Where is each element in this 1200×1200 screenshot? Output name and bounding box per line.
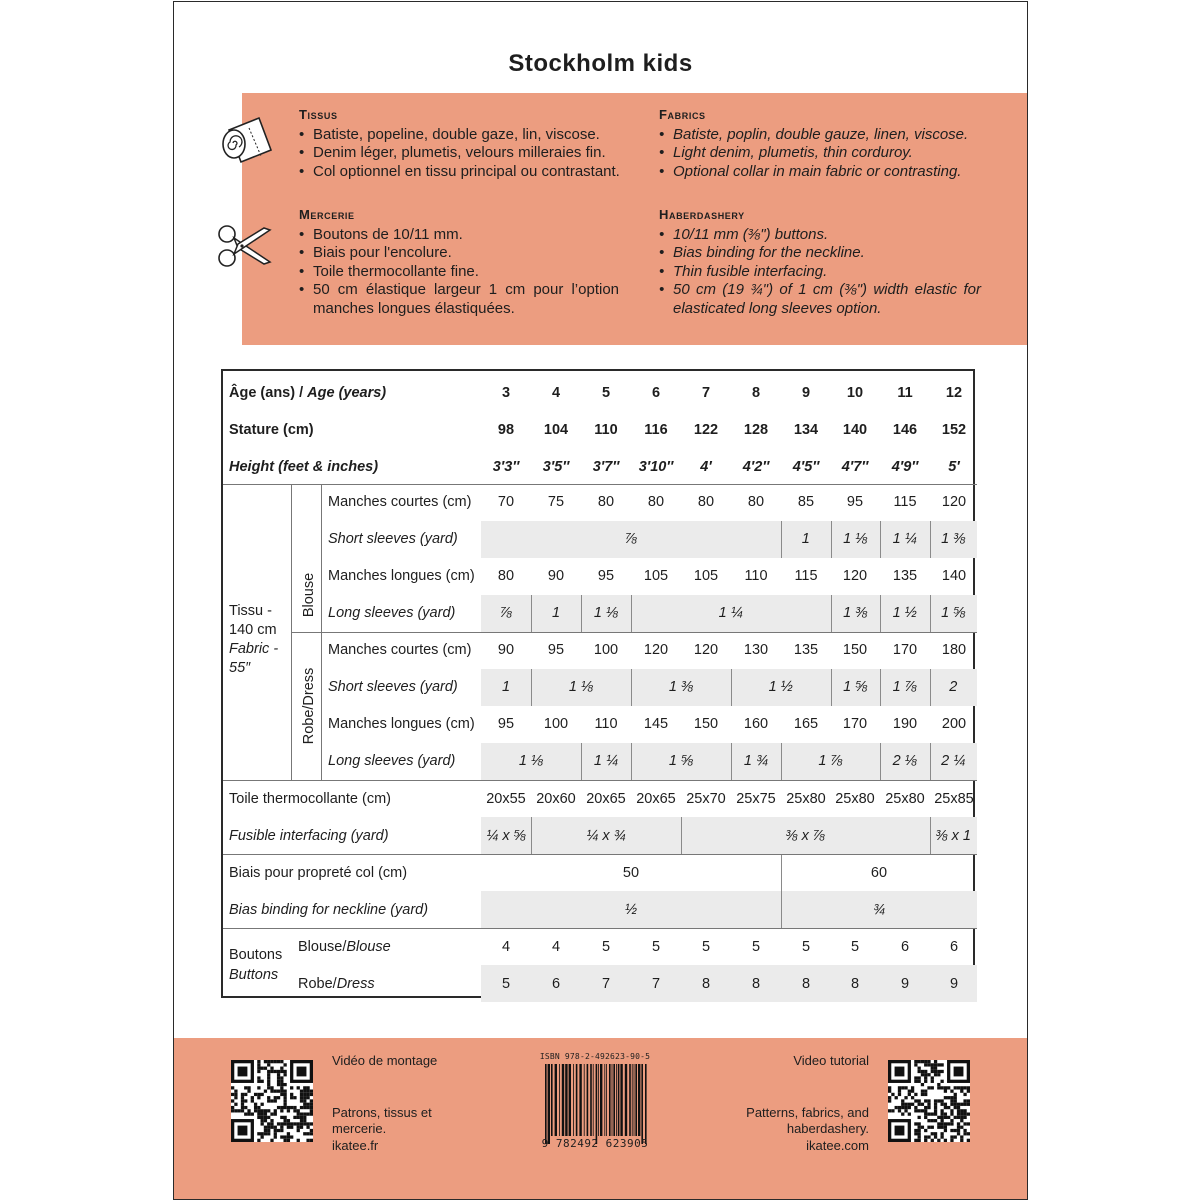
tissu-label-line: Fabric - xyxy=(229,641,279,657)
tissu-label xyxy=(229,602,278,678)
table-cell: 3′10″ xyxy=(638,459,674,475)
group-divider xyxy=(581,743,582,780)
group-divider xyxy=(531,817,532,854)
table-cell: 110 xyxy=(744,568,768,584)
table-cell: ⅜ x ⅞ xyxy=(785,828,825,844)
table-cell: 1 ½ xyxy=(768,679,793,695)
table-cell: 152 xyxy=(941,422,967,438)
table-cell: 145 xyxy=(643,716,669,732)
shop-text-en xyxy=(746,1105,869,1154)
table-cell: 165 xyxy=(793,716,819,732)
table-cell: 135 xyxy=(793,642,819,658)
table-cell: 122 xyxy=(693,422,719,438)
table-cell: 1 ⅜ xyxy=(843,605,868,621)
col-divider xyxy=(291,484,292,780)
list-item: • Biais pour l'encolure. xyxy=(299,244,619,263)
table-cell: 5 xyxy=(751,939,761,955)
table-cell: 1 ¾ xyxy=(743,753,769,769)
table-cell: 3′3″ xyxy=(492,459,520,475)
table-cell: 6 xyxy=(551,976,561,992)
group-divider xyxy=(531,669,532,706)
row-divider xyxy=(291,632,977,633)
row-divider xyxy=(223,928,977,929)
table-cell: 25x75 xyxy=(736,791,776,807)
row-label: Short sleeves (yard) xyxy=(328,531,458,547)
group-divider xyxy=(531,595,532,632)
table-cell: 115 xyxy=(893,494,917,510)
table-cell: 25x80 xyxy=(786,791,826,807)
group-divider xyxy=(731,669,732,706)
group-divider xyxy=(781,521,782,558)
row-label: Manches courtes (cm) xyxy=(328,642,472,658)
table-cell: 170 xyxy=(842,716,868,732)
table-cell: 134 xyxy=(793,422,819,438)
table-cell: 1 xyxy=(501,679,511,695)
video-tutorial-en: Video tutorial xyxy=(793,1053,869,1068)
row-label: Short sleeves (yard) xyxy=(328,679,458,695)
table-cell: 20x65 xyxy=(586,791,626,807)
table-cell: ¼ x ⅝ xyxy=(486,828,526,844)
col-divider xyxy=(321,484,322,780)
group-divider xyxy=(880,743,881,780)
table-cell: 6 xyxy=(651,385,661,401)
table-cell: 170 xyxy=(892,642,918,658)
table-cell: 9 xyxy=(801,385,811,401)
table-cell: 12 xyxy=(945,385,963,401)
table-cell: 6 xyxy=(949,939,959,955)
scissors-icon xyxy=(216,222,274,270)
table-cell: 8 xyxy=(751,385,761,401)
table-cell: 190 xyxy=(892,716,918,732)
group-divider xyxy=(880,521,881,558)
table-cell: 7 xyxy=(651,976,661,992)
table-cell: 6 xyxy=(900,939,910,955)
table-cell: 3 xyxy=(501,385,511,401)
table-cell: 5 xyxy=(601,939,611,955)
table-cell: 8 xyxy=(751,976,761,992)
table-cell: 100 xyxy=(543,716,569,732)
row-divider xyxy=(223,780,977,781)
table-cell: 1 ⅛ xyxy=(843,531,868,547)
barcode-digits: 9 782492 623905 xyxy=(541,1137,649,1150)
video-tutorial-fr: Vidéo de montage xyxy=(332,1053,438,1068)
list-item: • Denim léger, plumetis, velours milleraies fin. xyxy=(299,144,629,163)
website-link-fr[interactable]: ikatee.fr xyxy=(332,1137,379,1153)
row-label: Manches courtes (cm) xyxy=(328,494,472,510)
list-item: • Col optionnel en tissu principal ou contrastant. xyxy=(299,163,629,182)
row-label: Manches longues (cm) xyxy=(328,568,475,584)
table-cell: 5 xyxy=(601,385,611,401)
group-divider xyxy=(631,595,632,632)
buttons-label-fr: Boutons xyxy=(229,947,283,963)
pattern-back-cover xyxy=(173,1,1028,1200)
list-item: • Toile thermocollante fine. xyxy=(299,263,619,282)
list-item: • Light denim, plumetis, thin corduroy. xyxy=(659,144,989,163)
group-divider xyxy=(631,669,632,706)
table-cell: 80 xyxy=(497,568,515,584)
table-cell: 25x80 xyxy=(835,791,875,807)
table-cell: 25x70 xyxy=(686,791,726,807)
group-divider xyxy=(880,669,881,706)
shop-line: Patrons, tissus et xyxy=(332,1105,432,1120)
buttons-row-label xyxy=(298,976,375,992)
table-cell: 95 xyxy=(846,494,864,510)
table-cell: 5 xyxy=(651,939,661,955)
table-cell: 150 xyxy=(693,716,719,732)
table-cell: 140 xyxy=(941,568,967,584)
table-cell: 160 xyxy=(743,716,769,732)
table-cell: 5 xyxy=(801,939,811,955)
table-cell: 80 xyxy=(597,494,615,510)
table-cell: 85 xyxy=(797,494,815,510)
table-cell: 1 ⅛ xyxy=(518,753,544,769)
table-cell: 4 xyxy=(551,939,561,955)
tissus-heading: Tissus xyxy=(299,107,338,122)
fabrics-section xyxy=(659,106,989,181)
fabric-roll-icon xyxy=(219,114,275,166)
label-fr: Robe/ xyxy=(298,976,337,992)
group-divider xyxy=(781,743,782,780)
label-en: Blouse xyxy=(346,939,391,955)
buttons-label-en: Buttons xyxy=(229,967,279,983)
group-divider xyxy=(681,817,682,854)
group-divider xyxy=(930,817,931,854)
group-divider xyxy=(831,669,832,706)
label-en: Dress xyxy=(336,976,375,992)
table-cell: 128 xyxy=(743,422,769,438)
table-cell: 1 ⅝ xyxy=(843,679,868,695)
table-cell: 200 xyxy=(941,716,967,732)
table-cell: 11 xyxy=(897,385,913,401)
table-cell: 1 ¼ xyxy=(718,605,743,621)
table-cell: ¾ xyxy=(872,902,886,918)
table-cell: 7 xyxy=(701,385,711,401)
stature-label: Stature (cm) xyxy=(229,422,314,438)
table-cell: 80 xyxy=(647,494,665,510)
table-cell: 3′7″ xyxy=(592,459,620,475)
dress-label: Robe/Dress xyxy=(301,667,317,745)
table-cell: 1 xyxy=(801,531,810,547)
buttons-row-label xyxy=(298,939,391,955)
group-divider xyxy=(930,669,931,706)
tissus-section xyxy=(299,106,629,181)
height-label: Height (feet & inches) xyxy=(229,459,379,475)
group-divider xyxy=(831,595,832,632)
row-label: Long sleeves (yard) xyxy=(328,605,456,621)
group-divider xyxy=(930,743,931,780)
table-cell: ⅜ x 1 xyxy=(935,828,971,844)
age-label-en: Age (years) xyxy=(307,385,387,401)
table-cell: 4′5″ xyxy=(792,459,820,475)
table-cell: 4 xyxy=(501,939,511,955)
list-item: • Thin fusible interfacing. xyxy=(659,263,981,282)
table-cell: 70 xyxy=(497,494,515,510)
table-cell: 104 xyxy=(543,422,569,438)
group-divider xyxy=(631,743,632,780)
table-cell: 130 xyxy=(743,642,769,658)
group-divider xyxy=(880,595,881,632)
table-cell: 100 xyxy=(593,642,619,658)
row-label: Bias binding for neckline (yard) xyxy=(229,902,429,918)
table-cell: 1 ⅜ xyxy=(668,679,694,695)
table-cell: 3′5″ xyxy=(542,459,570,475)
age-label xyxy=(229,385,386,401)
list-item: • Batiste, popeline, double gaze, lin, viscose. xyxy=(299,126,629,145)
table-cell: 135 xyxy=(892,568,918,584)
table-cell: 95 xyxy=(497,716,515,732)
table-cell: 2 xyxy=(949,679,958,695)
table-cell: 1 ⅜ xyxy=(941,531,966,547)
table-cell: 105 xyxy=(693,568,719,584)
mercerie-heading: Mercerie xyxy=(299,207,355,222)
table-cell: 90 xyxy=(547,568,565,584)
shop-text-fr xyxy=(332,1105,432,1154)
table-cell: ¼ x ¾ xyxy=(586,828,626,844)
group-divider xyxy=(731,743,732,780)
barcode-icon xyxy=(539,1052,651,1154)
table-cell: 8 xyxy=(701,976,711,992)
table-cell: 9 xyxy=(900,976,910,992)
table-cell: 8 xyxy=(850,976,860,992)
table-cell: 120 xyxy=(842,568,868,584)
table-cell: 116 xyxy=(644,422,668,438)
age-label-fr: Âge (ans) / xyxy=(229,385,308,401)
table-cell: 95 xyxy=(547,642,565,658)
table-cell: 20x60 xyxy=(536,791,576,807)
table-cell: 1 xyxy=(551,605,561,621)
list-item: • Boutons de 10/11 mm. xyxy=(299,226,619,245)
row-divider xyxy=(223,854,977,855)
list-item: • Optional collar in main fabric or contrasting. xyxy=(659,163,989,182)
blouse-label: Blouse xyxy=(301,572,317,618)
table-cell: 9 xyxy=(949,976,959,992)
mercerie-section xyxy=(299,206,619,319)
table-cell: 75 xyxy=(547,494,565,510)
table-cell: 10 xyxy=(846,385,864,401)
table-cell: 7 xyxy=(601,976,611,992)
table-cell: 1 ⅞ xyxy=(818,753,843,769)
tissu-label-line: 140 cm xyxy=(229,622,277,638)
row-divider xyxy=(223,484,977,485)
shop-line: Patterns, fabrics, and xyxy=(746,1105,869,1120)
list-item: • 50 cm (19 ¾") of 1 cm (⅜") width elastic for elasticated long sleeves option. xyxy=(659,281,981,318)
label-fr: Blouse/ xyxy=(298,939,347,955)
haberdashery-section xyxy=(659,206,981,319)
table-cell: 1 ⅛ xyxy=(593,605,619,621)
row-shade xyxy=(481,817,977,854)
fabrics-heading: Fabrics xyxy=(659,107,706,122)
buttons-label xyxy=(229,945,282,985)
table-cell: 2 ⅛ xyxy=(892,753,917,769)
table-cell: 20x65 xyxy=(636,791,676,807)
table-cell: 110 xyxy=(594,422,618,438)
table-cell: 120 xyxy=(941,494,967,510)
qr-code-icon xyxy=(231,1060,313,1142)
list-item: • 50 cm élastique largeur 1 cm pour l’option manches longues élastiquées. xyxy=(299,281,619,318)
table-cell: 1 ½ xyxy=(892,605,917,621)
tissu-label-line: Tissu - xyxy=(229,603,272,619)
table-cell: 105 xyxy=(643,568,669,584)
group-divider xyxy=(930,521,931,558)
table-cell: 1 ¼ xyxy=(892,531,917,547)
table-cell: 80 xyxy=(747,494,765,510)
table-cell: 1 ⅛ xyxy=(568,679,594,695)
table-cell: 25x85 xyxy=(934,791,974,807)
size-table xyxy=(221,369,975,998)
table-cell: 20x55 xyxy=(486,791,526,807)
row-shade xyxy=(481,891,977,928)
table-cell: 2 ¼ xyxy=(941,753,966,769)
isbn-text: ISBN 978-2-492623-90-5 xyxy=(539,1052,651,1061)
haberdashery-heading: Haberdashery xyxy=(659,207,745,222)
table-cell: 50 xyxy=(622,865,640,881)
table-cell: 98 xyxy=(497,422,515,438)
row-label: Manches longues (cm) xyxy=(328,716,475,732)
shop-line: haberdashery. xyxy=(786,1121,869,1137)
shop-line: mercerie. xyxy=(332,1121,387,1137)
table-cell: 90 xyxy=(497,642,515,658)
table-cell: 8 xyxy=(801,976,811,992)
table-cell: 25x80 xyxy=(885,791,925,807)
row-label: Toile thermocollante (cm) xyxy=(229,791,391,807)
table-cell: 4′7″ xyxy=(841,459,869,475)
table-cell: 1 ⅝ xyxy=(668,753,694,769)
table-cell: 4′9″ xyxy=(891,459,919,475)
table-cell: 4 xyxy=(551,385,561,401)
row-label: Long sleeves (yard) xyxy=(328,753,456,769)
tissu-label-line: 55″ xyxy=(229,660,251,676)
table-cell: 60 xyxy=(870,865,888,881)
table-cell: ½ xyxy=(624,902,638,918)
table-cell: 150 xyxy=(842,642,868,658)
table-cell: 4′2″ xyxy=(742,459,770,475)
table-cell: 146 xyxy=(892,422,918,438)
page-title: Stockholm kids xyxy=(508,50,693,77)
list-item: • Bias binding for the neckline. xyxy=(659,244,981,263)
row-label: Biais pour propreté col (cm) xyxy=(229,865,408,881)
table-cell: 5 xyxy=(501,976,511,992)
table-cell: 1 ¼ xyxy=(593,753,619,769)
table-cell: 140 xyxy=(842,422,868,438)
table-cell: 80 xyxy=(697,494,715,510)
website-link-en[interactable]: ikatee.com xyxy=(806,1137,869,1153)
group-divider xyxy=(930,595,931,632)
row-label: Fusible interfacing (yard) xyxy=(229,828,389,844)
table-cell: 5 xyxy=(850,939,860,955)
group-divider xyxy=(781,854,782,928)
group-divider xyxy=(581,595,582,632)
table-cell: 1 ⅝ xyxy=(941,605,966,621)
list-item: • 10/11 mm (⅜") buttons. xyxy=(659,226,981,245)
table-cell: 5′ xyxy=(948,459,960,475)
table-cell: 1 ⅞ xyxy=(892,679,917,695)
table-cell: 120 xyxy=(693,642,719,658)
table-cell: ⅞ xyxy=(499,605,513,621)
group-divider xyxy=(831,521,832,558)
list-item: • Batiste, poplin, double gauze, linen, viscose. xyxy=(659,126,989,145)
qr-code-icon xyxy=(888,1060,970,1142)
table-cell: 5 xyxy=(701,939,711,955)
table-cell: 180 xyxy=(941,642,967,658)
table-cell: 95 xyxy=(597,568,615,584)
table-cell: 110 xyxy=(594,716,618,732)
table-cell: ⅞ xyxy=(624,531,638,547)
table-cell: 120 xyxy=(643,642,669,658)
table-cell: 115 xyxy=(794,568,818,584)
table-cell: 4′ xyxy=(700,459,712,475)
